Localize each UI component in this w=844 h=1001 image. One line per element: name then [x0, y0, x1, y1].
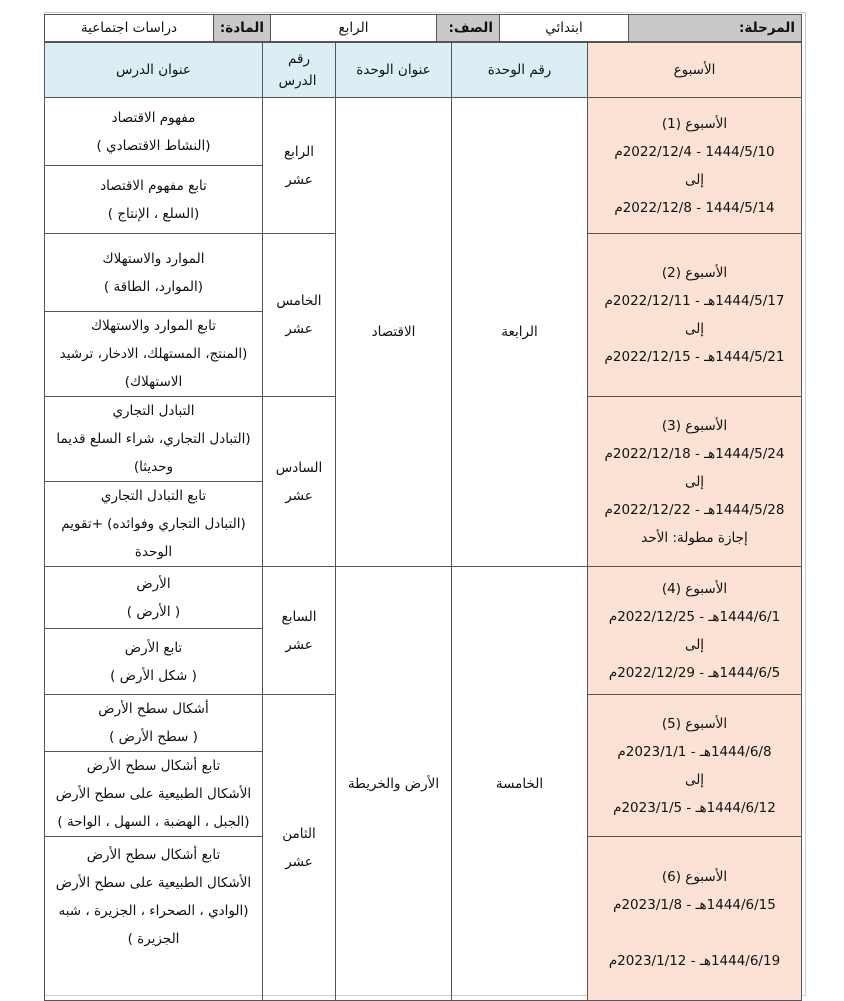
unit-title-cell: الأرض والخريطة [336, 567, 452, 1001]
header-unit-number: رقم الوحدة [452, 43, 588, 98]
unit-number-cell: الرابعة [452, 98, 588, 567]
lesson-number-cell: الخامس عشر [263, 234, 336, 397]
week-cell: الأسبوع (1) 1444/5/10 - 2022/12/4م إلى 1444/5/14 - 2022/12/8م [588, 98, 802, 234]
lesson-title-cell: تابع الأرض ( شكل الأرض ) [45, 629, 263, 695]
lesson-title-cell: تابع مفهوم الاقتصاد (السلع ، الإنتاج ) [45, 166, 263, 234]
header-lesson-title: عنوان الدرس [45, 43, 263, 98]
lesson-title-cell: تابع أشكال سطح الأرض الأشكال الطبيعية على سطح الأرض (الجبل ، الهضبة ، السهل ، الواحة ) [45, 752, 263, 837]
lesson-title-cell: الموارد والاستهلاك (الموارد، الطاقة ) [45, 234, 263, 312]
lesson-title-cell: التبادل التجاري (التبادل التجاري، شراء السلع قديما وحديثا) [45, 397, 263, 482]
lesson-number-cell: الثامن عشر [263, 695, 336, 1001]
week-cell: الأسبوع (4) 1444/6/1هـ - 2022/12/25م إلى 1444/6/5هـ - 2022/12/29م [588, 567, 802, 695]
lesson-number-cell: الرابع عشر [263, 98, 336, 234]
header-unit-title: عنوان الوحدة [336, 43, 452, 98]
schedule-table [44, 42, 802, 1001]
header-lesson-number: رقم الدرس [263, 43, 336, 98]
header-week: الأسبوع [588, 43, 802, 98]
grade-label: الصف: [437, 15, 500, 42]
lesson-title-cell: مفهوم الاقتصاد (النشاط الاقتصادي ) [45, 98, 263, 166]
info-table [44, 14, 802, 42]
week-cell: الأسبوع (3) 1444/5/24هـ - 2022/12/18م إلى 1444/5/28هـ - 2022/12/22م إجازة مطولة: الأحد [588, 397, 802, 567]
week-cell: الأسبوع (5) 1444/6/8هـ - 2023/1/1م إلى 1444/6/12هـ - 2023/1/5م [588, 695, 802, 837]
lesson-title-cell: تابع أشكال سطح الأرض الأشكال الطبيعية على سطح الأرض (الوادي ، الصحراء ، الجزيرة ، شبه الجزيرة ) [45, 837, 263, 1001]
lesson-title-cell: أشكال سطح الأرض ( سطح الأرض ) [45, 695, 263, 752]
week-cell: الأسبوع (6) 1444/6/15هـ - 2023/1/8م 1444/6/19هـ - 2023/1/12م [588, 837, 802, 1001]
lesson-number-cell: السادس عشر [263, 397, 336, 567]
lesson-title-cell: تابع الموارد والاستهلاك (المنتج، المستهلك، الادخار، ترشيد الاستهلاك) [45, 312, 263, 397]
subject-label: المادة: [214, 15, 271, 42]
stage-label: المرحلة: [629, 15, 802, 42]
unit-number-cell: الخامسة [452, 567, 588, 1001]
subject-value: دراسات اجتماعية [45, 15, 214, 42]
lesson-title-cell: الأرض ( الأرض ) [45, 567, 263, 629]
week-cell: الأسبوع (2) 1444/5/17هـ - 2022/12/11م إلى 1444/5/21هـ - 2022/12/15م [588, 234, 802, 397]
unit-title-cell: الاقتصاد [336, 98, 452, 567]
lesson-title-cell: تابع التبادل التجاري (التبادل التجاري وفوائده) +تقويم الوحدة [45, 482, 263, 567]
grade-value: الرابع [271, 15, 437, 42]
header-row [45, 43, 802, 98]
stage-value: ابتدائي [500, 15, 629, 42]
lesson-number-cell: السابع عشر [263, 567, 336, 695]
